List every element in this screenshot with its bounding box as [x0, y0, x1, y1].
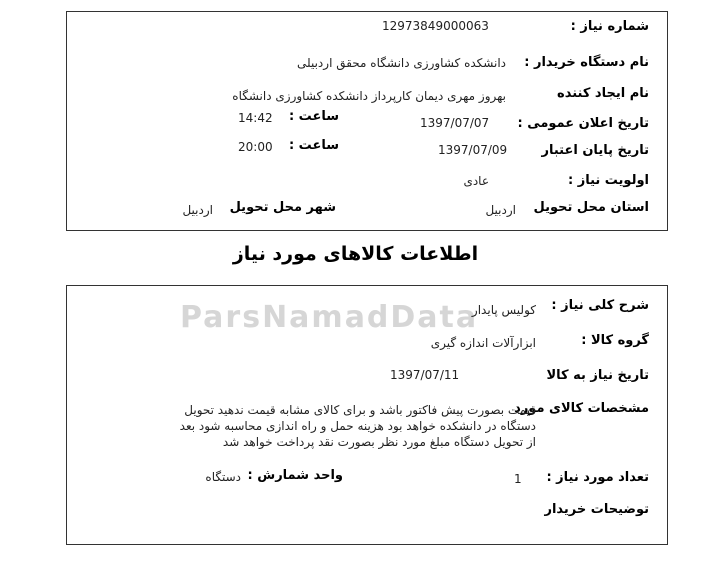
watermark: ParsNamadData [180, 300, 479, 335]
need-date-value: 1397/07/11 [390, 368, 460, 382]
unit-label: واحد شمارش : [247, 468, 343, 483]
delivery-city-label: شهر محل تحویل [229, 200, 336, 215]
specs-line-3: از تحویل دستگاه مبلغ مورد نظر بصورت نقد پرداخت خواهد شد [222, 435, 536, 449]
priority-label: اولویت نیاز : [567, 173, 649, 188]
specs-line-2: دستگاه در دانشکده خواهد بود هزینه حمل و راه اندازی محاسبه شود بعد [179, 419, 536, 433]
need-number-label: شماره نیاز : [570, 19, 649, 34]
buyer-org-label: نام دستگاه خریدار : [524, 55, 649, 70]
delivery-province-value: اردبیل [485, 203, 516, 217]
need-number-value: 12973849000063 [382, 19, 489, 33]
delivery-province-label: استان محل تحویل [533, 200, 649, 215]
summary-value: کولیس پایدار [471, 303, 536, 317]
expiry-time-value: 20:00 [238, 140, 273, 154]
buyer-org-value: دانشکده کشاورزی دانشگاه محقق اردبیلی [297, 56, 506, 70]
goods-group-label: گروه کالا : [581, 333, 649, 348]
specs-label: مشخصات کالای مورد [514, 401, 649, 416]
priority-value: عادی [463, 174, 489, 188]
expiry-date-label: تاریخ پایان اعتبار [541, 143, 649, 158]
creator-value: بهروز مهری دیمان کارپرداز دانشکده کشاورزی دانشگاه [232, 89, 506, 103]
announce-date-label: تاریخ اعلان عمومی : [517, 116, 649, 131]
quantity-label: تعداد مورد نیاز : [546, 470, 649, 485]
need-date-label: تاریخ نیاز به کالا [546, 368, 649, 383]
expiry-date-value: 1397/07/09 [438, 143, 508, 157]
creator-label: نام ایجاد کننده [557, 86, 649, 101]
announce-time-value: 14:42 [238, 111, 273, 125]
goods-group-value: ابزارآلات اندازه گیری [430, 336, 536, 350]
summary-label: شرح کلی نیاز : [551, 298, 649, 313]
delivery-city-value: اردبیل [182, 203, 213, 217]
expiry-time-label: ساعت : [288, 138, 339, 153]
specs-text [6, 402, 536, 450]
specs-line-1: قیمت بصورت پیش فاکتور باشد و برای کالای مشابه قیمت ندهید تحویل [184, 403, 536, 417]
unit-value: دستگاه [205, 470, 241, 484]
section-title: اطلاعات کالاهای مورد نیاز [232, 243, 479, 265]
announce-time-label: ساعت : [288, 109, 339, 124]
quantity-value: 1 [514, 472, 522, 486]
buyer-notes-label: توضیحات خریدار [544, 502, 649, 517]
announce-date-value: 1397/07/07 [420, 116, 490, 130]
